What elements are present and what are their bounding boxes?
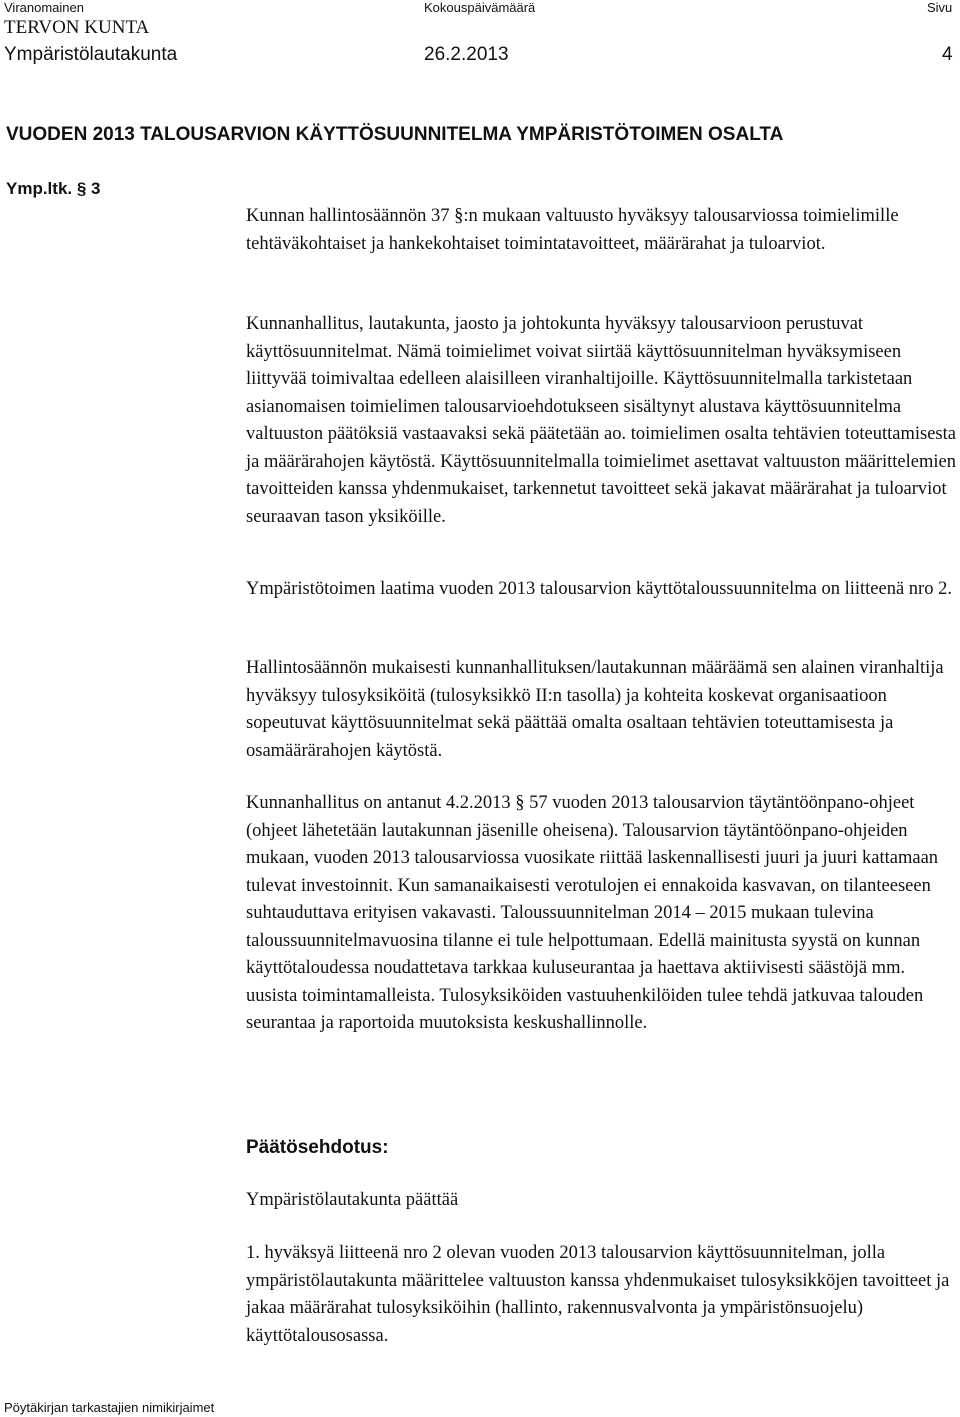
- footer-initials-label: Pöytäkirjan tarkastajien nimikirjaimet: [4, 1400, 215, 1415]
- page-number: 4: [942, 44, 953, 65]
- paragraph-4: Hallintosäännön mukaisesti kunnanhallituksen/lautakunnan määräämä sen alainen viranhaltija hyväksyy tulosyksiköitä (tulosyksikkö II:n tasolla) ja kohteita koskevat organisaatioon sopeutuvat käyttösuunnitelmat sekä päättää omalta osaltaan tehtävien toteuttamisesta ja osamäärärahojen käytöstä.: [246, 658, 944, 761]
- municipality-name: TERVON KUNTA: [4, 17, 150, 38]
- paragraph-1: Kunnan hallintosäännön 37 §:n mukaan valtuusto hyväksyy talousarviossa toimielimille tehtäväkohtaiset ja hankekohtaiset toimintatavoitteet, määrärahat ja tuloarviot.: [246, 206, 899, 254]
- meeting-date: 26.2.2013: [424, 44, 509, 65]
- section-reference: Ymp.ltk. § 3: [6, 179, 101, 198]
- paragraph-5: Kunnanhallitus on antanut 4.2.2013 § 57 vuoden 2013 talousarvion täytäntöönpano-ohjeet (ohjeet lähetetään lautakunnan jäsenille oheisena). Talousarvion täytäntöönpano-ohjeiden mukaan, vuoden 2013 talousarviossa vuosikate riittää laskennallisesti juuri ja juuri kattamaan tulevat investoinnit. Kun samanaikaisesti verotulojen ei ennakoida kasvavan, on tilanteeseen suhtauduttava erityisen vakavasti. Taloussuunnitelman 2014 – 2015 mukaan tulevina taloussuunnitelmavuosina tilanne ei tule helpottumaan. Edellä mainitusta syystä on kunnan käyttötaloudessa noudattetava tarkkaa kuluseurantaa ja haettava aktiivisesti säästöjä mm. uusista toimintamalleista. Tulosyksiköiden vastuuhenkilöiden tulee tehdä jatkuvaa talouden seurantaa ja raportoida muutoksista keskushallinnolle.: [246, 793, 939, 1033]
- paragraph-3: Ympäristötoimen laatima vuoden 2013 talousarvion käyttötaloussuunnitelma on liitteenä nro 2.: [246, 579, 952, 599]
- authority-label: Viranomainen: [4, 0, 84, 15]
- board-name: Ympäristölautakunta: [4, 44, 178, 65]
- document-title: VUODEN 2013 TALOUSARVION KÄYTTÖSUUNNITELMA YMPÄRISTÖTOIMEN OSALTA: [6, 124, 784, 145]
- proposal-heading: Päätösehdotus:: [246, 1137, 389, 1158]
- proposal-intro: Ympäristölautakunta päättää: [246, 1190, 459, 1210]
- date-label: Kokouspäivämäärä: [424, 0, 536, 15]
- paragraph-2: Kunnanhallitus, lautakunta, jaosto ja johtokunta hyväksyy talousarvioon perustuvat käyttösuunnitelmat. Nämä toimielimet voivat siirtää käyttösuunnitelman hyväksymiseen liittyvää toimivaltaa edelleen alaisilleen viranhaltijoille. Käyttösuunnitelmalla tarkistetaan asianomaisen toimielimen talousarvioehdotukseen sisältynyt alustava käyttösuunnitelma valtuuston päätöksiä vastaavaksi sekä päätetään ao. toimielimen osalta tehtävien toteuttamisesta ja määrärahojen käytöstä. Käyttösuunnitelmalla toimielimet asettavat valtuuston määrittelemien tavoitteiden kanssa yhdenmukaiset, tarkennetut tavoitteet sekä jakavat määrärahat ja tuloarviot seuraavan tason yksiköille.: [246, 314, 956, 527]
- proposal-item-1: 1. hyväksyä liitteenä nro 2 olevan vuoden 2013 talousarvion käyttösuunnitelman, jolla ympäristölautakunta määrittelee valtuuston kanssa yhdenmukaiset tulosyksikköjen tavoitteet ja jakaa määrärahat tulosyksiköihin (hallinto, rakennusvalvonta ja ympäristönsuojelu) käyttötalousosassa.: [246, 1243, 950, 1346]
- page-label: Sivu: [927, 0, 953, 15]
